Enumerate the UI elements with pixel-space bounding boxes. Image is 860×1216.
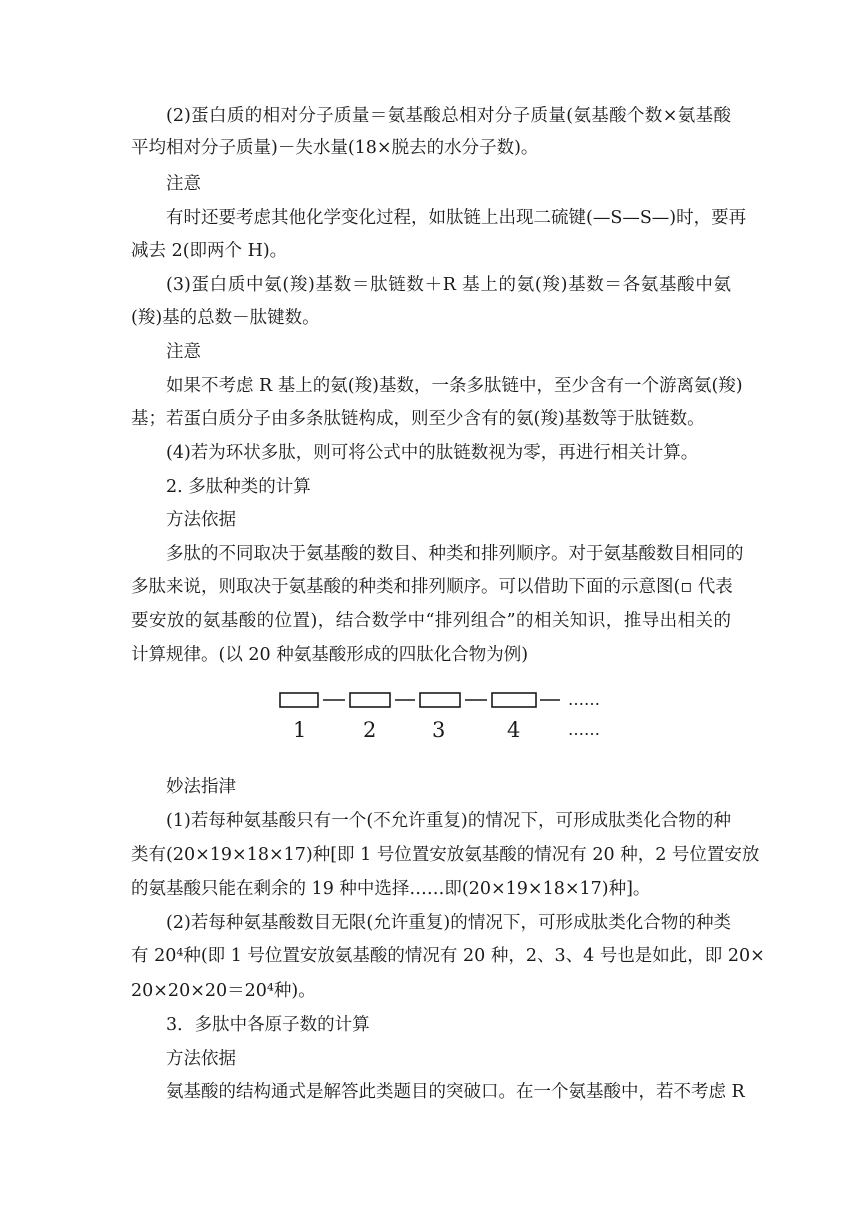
- position-label: 1: [293, 718, 307, 742]
- paragraph-line: (3)蛋白质中氨(羧)基数＝肽链数＋R 基上的氨(羧)基数＝各氨基酸中氨: [166, 275, 731, 295]
- position-box-1: [280, 693, 318, 707]
- paragraph-line: 如果不考虑 R 基上的氨(羧)基数，一条多肽链中，至少含有一个游离氨(羧): [166, 376, 743, 396]
- paragraph-line: (1)若每种氨基酸只有一个(不允许重复)的情况下，可形成肽类化合物的种: [166, 811, 731, 831]
- position-box-3: [420, 693, 460, 707]
- paragraph-line: 计算规律。(以 20 种氨基酸形成的四肽化合物为例): [131, 645, 529, 665]
- paragraph-line: 减去 2(即两个 H)。: [131, 241, 288, 261]
- paragraph-line: 基；若蛋白质分子由多条肽链构成，则至少含有的氨(羧)基数等于肽链数。: [131, 409, 705, 429]
- continuation-dots: ……: [568, 720, 600, 739]
- paragraph-line: 氨基酸的结构通式是解答此类题目的突破口。在一个氨基酸中，若不考虑 R: [166, 1082, 745, 1102]
- note-heading: 注意: [166, 174, 201, 194]
- paragraph-line: 要安放的氨基酸的位置)，结合数学中“排列组合”的相关知识，推导出相关的: [131, 611, 731, 631]
- section-heading: 2. 多肽种类的计算: [166, 477, 311, 497]
- paragraph-line: 平均相对分子质量)－失水量(18×脱去的水分子数)。: [131, 138, 539, 158]
- paragraph-line: 多肽来说，则取决于氨基酸的种类和排列顺序。可以借助下面的示意图(▫ 代表: [131, 577, 733, 597]
- paragraph-line: 类有(20×19×18×17)种[即 1 号位置安放氨基酸的情况有 20 种，2 号位置安放: [131, 845, 760, 865]
- position-box-4: [492, 693, 536, 707]
- note-heading: 注意: [166, 342, 201, 362]
- paragraph-line: 有 20⁴种(即 1 号位置安放氨基酸的情况有 20 种，2、3、4 号也是如此，即 20×: [131, 946, 765, 966]
- position-label: 4: [507, 718, 521, 742]
- subsection-heading: 方法依据: [166, 1049, 236, 1069]
- paragraph-line: (2)蛋白质的相对分子质量＝氨基酸总相对分子质量(氨基酸个数×氨基酸: [166, 106, 731, 126]
- paragraph-line: (羧)基的总数－肽键数。: [131, 308, 320, 328]
- section-heading: 3．多肽中各原子数的计算: [166, 1015, 370, 1035]
- subsection-heading: 方法依据: [166, 510, 236, 530]
- tetrapeptide-diagram: [274, 686, 634, 746]
- paragraph-line: 20×20×20＝20⁴种)。: [131, 981, 316, 1001]
- continuation-dots: ……: [568, 690, 600, 709]
- subsection-heading: 妙法指津: [166, 777, 236, 797]
- paragraph-line: (2)若每种氨基酸数目无限(允许重复)的情况下，可形成肽类化合物的种类: [166, 913, 731, 933]
- position-label: 3: [432, 718, 446, 742]
- position-label: 2: [363, 718, 377, 742]
- paragraph-line: 多肽的不同取决于氨基酸的数目、种类和排列顺序。对于氨基酸数目相同的: [166, 544, 744, 564]
- paragraph-line: 的氨基酸只能在剩余的 19 种中选择……即(20×19×18×17)种]。: [131, 879, 651, 899]
- position-box-2: [350, 693, 390, 707]
- paragraph-line: 有时还要考虑其他化学变化过程，如肽链上出现二硫键(—S—S—)时，要再: [166, 208, 747, 228]
- paragraph-line: (4)若为环状多肽，则可将公式中的肽链数视为零，再进行相关计算。: [166, 443, 699, 463]
